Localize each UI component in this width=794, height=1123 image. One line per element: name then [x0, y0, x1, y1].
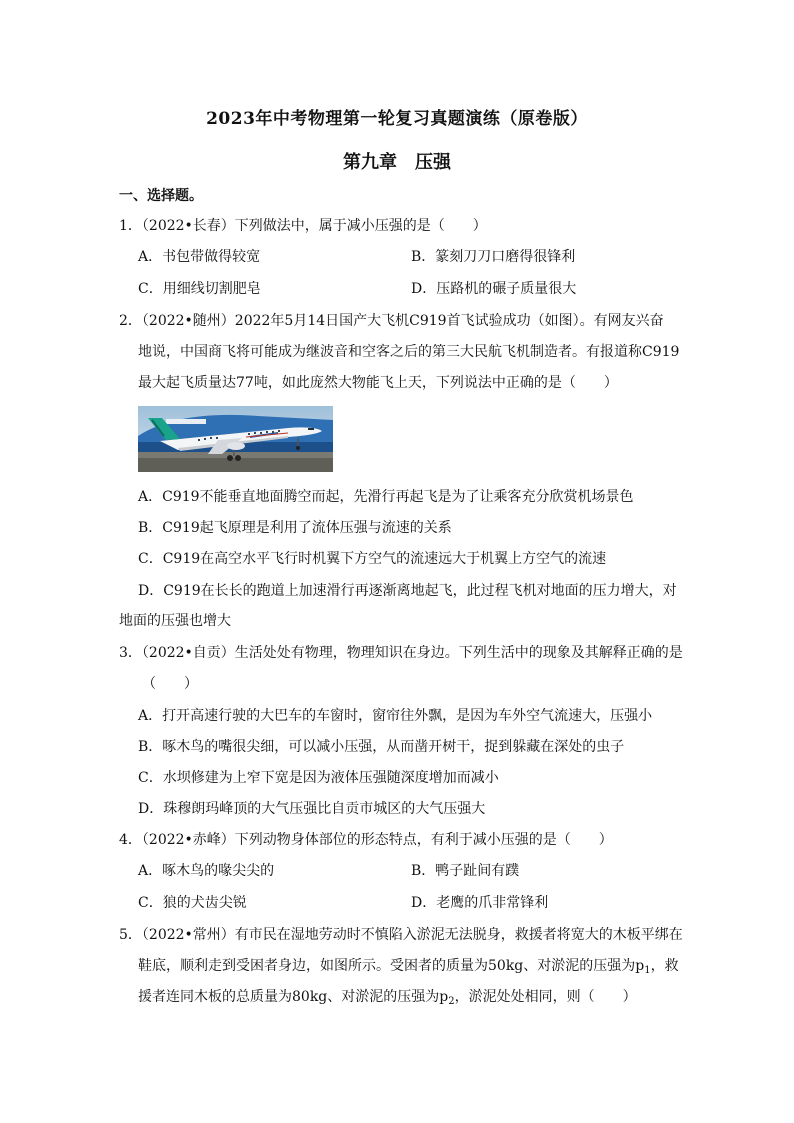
p1-subscript: 1	[644, 965, 651, 976]
q3-option-c: C．水坝修建为上窄下宽是因为液体压强随深度增加而减小	[138, 770, 499, 786]
chapter-title: 第九章 压强	[343, 152, 451, 173]
q1-option-d: D．压路机的碾子质量很大	[411, 281, 577, 297]
document-title: 2023年中考物理第一轮复习真题演练（原卷版）	[206, 109, 588, 129]
q3-stem-line-2: （ ）	[142, 676, 198, 692]
q1-option-a: A．书包带做得较宽	[138, 249, 261, 265]
q2-stem-line-2: 地说，中国商飞将可能成为继波音和空客之后的第三大民航飞机制造者。有报道称C919	[138, 344, 680, 360]
q4-option-d: D．老鹰的爪非常锋利	[411, 895, 549, 911]
q3-option-a: A．打开高速行驶的大巴车的车窗时，窗帘往外飘，是因为车外空气流速大，压强小	[138, 708, 653, 724]
q5-stem-line-2-end: ，救	[650, 958, 679, 974]
q3-option-b: B．啄木鸟的嘴很尖细，可以减小压强，从而凿开树干，捉到躲藏在深处的虫子	[138, 739, 625, 755]
q1-option-c: C．用细线切割肥皂	[138, 281, 261, 297]
q2-option-b: B．C919起飞原理是利用了流体压强与流速的关系	[138, 520, 452, 536]
p2-subscript: 2	[448, 996, 455, 1007]
c919-aircraft-image	[138, 406, 333, 472]
q5-stem-line-2-text: 鞋底，顺利走到受困者身边，如图所示。受困者的质量为50kg、对淤泥的压强为p	[138, 958, 645, 974]
q1-stem: 1．（2022•长春）下列做法中，属于减小压强的是（ ）	[119, 218, 487, 234]
q5-stem-line-3	[138, 987, 637, 1007]
q4-option-b: B．鸭子趾间有蹼	[411, 863, 520, 879]
q4-stem: 4．（2022•赤峰）下列动物身体部位的形态特点，有利于减小压强的是（ ）	[119, 832, 613, 848]
q1-option-b: B．篆刻刀刀口磨得很锋利	[411, 249, 576, 265]
q2-option-d-line-2: 地面的压强也增大	[119, 613, 231, 629]
q4-option-a: A．啄木鸟的喙尖尖的	[138, 863, 275, 879]
q2-option-d-line-1: D．C919在长长的跑道上加速滑行再逐渐离地起飞，此过程飞机对地面的压力增大，对	[138, 583, 677, 599]
q2-stem-line-1: 2．（2022•随州）2022年5月14日国产大飞机C919首飞试验成功（如图）。有网友兴奋	[119, 313, 664, 329]
q5-stem-line-3-end: ，淤泥处处相同，则（ ）	[454, 989, 637, 1005]
q3-stem-line-1: 3．（2022•自贡）生活处处有物理，物理知识在身边。下列生活中的现象及其解释正确的是	[119, 645, 683, 661]
q3-option-d: D．珠穆朗玛峰顶的大气压强比自贡市城区的大气压强大	[138, 801, 486, 817]
q5-stem-line-2	[138, 956, 679, 976]
q5-stem-line-3-text: 援者连同木板的总质量为80kg、对淤泥的压强为p	[138, 989, 449, 1005]
q2-option-a: A．C919不能垂直地面腾空而起，先滑行再起飞是为了让乘客充分欣赏机场景色	[138, 489, 634, 505]
section-heading: 一、选择题。	[119, 188, 203, 204]
q2-option-c: C．C919在高空水平飞行时机翼下方空气的流速远大于机翼上方空气的流速	[138, 551, 607, 567]
q5-stem-line-1: 5．（2022•常州）有市民在湿地劳动时不慎陷入淤泥无法脱身，救援者将宽大的木板平绑在	[119, 927, 683, 943]
q4-option-c: C．狼的犬齿尖锐	[138, 895, 247, 911]
q2-stem-line-3: 最大起飞质量达77吨，如此庞然大物能飞上天，下列说法中正确的是（ ）	[138, 375, 618, 391]
